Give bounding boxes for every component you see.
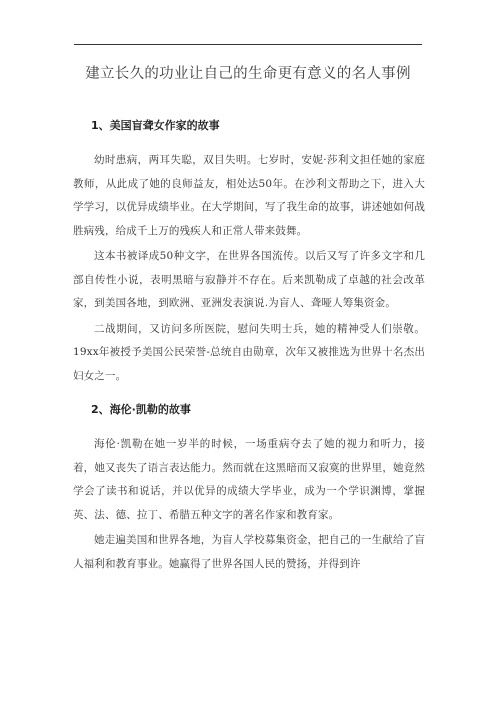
section-heading: 1、美国盲聋女作家的故事 (91, 119, 220, 132)
header-rule (74, 44, 422, 45)
section-helen-keller (73, 402, 425, 576)
section-heading: 2、海伦·凯勒的故事 (91, 403, 191, 416)
section-keller-author (73, 118, 425, 388)
paragraph: 这本书被译成50种文字，在世界各国流传。以后又写了许多文字和几部自传性小说，表明黑暗与寂静并不存在。后来凯勒成了卓越的社会改革家，到美国各地，到欧洲、亚洲发表演说.为盲人、聋哑人筹集资金。 (73, 250, 425, 309)
paragraph: 二战期间，又访问多所医院，慰问失明士兵，她的精神受人们崇敬。19xx年被授予美国公民荣誉-总统自由勋章，次年又被推选为世界十名杰出妇女之一。 (73, 322, 425, 382)
paragraph: 海伦·凯勒在她一岁半的时候，一场重病夺去了她的视力和听力，接着，她又丧失了语言表达能力。然而就在这黑暗而又寂寞的世界里，她竟然学会了读书和说话，并以优异的成绩大学毕业，成为一个学识渊博，掌握英、法、德、拉丁、希腊五种文字的著名作家和教育家。 (73, 438, 425, 521)
paragraph: 幼时患病，两耳失聪，双目失明。七岁时，安妮·莎利文担任她的家庭教师，从此成了她的良师益友，相处达50年。在沙利文帮助之下，进入大学学习，以优异成绩毕业。在大学期间，写了我生命的故事，讲述她如何战胜病残，给成千上万的残疾人和正常人带来鼓舞。 (73, 154, 425, 237)
document-title: 建立长久的功业让自己的生命更有意义的名人事例 (85, 66, 411, 82)
document-body (73, 118, 425, 590)
paragraph: 她走遍美国和世界各地，为盲人学校募集资金，把自己的一生献给了盲人福利和教育事业。她赢得了世界各国人民的赞扬，并得到许 (73, 534, 425, 570)
